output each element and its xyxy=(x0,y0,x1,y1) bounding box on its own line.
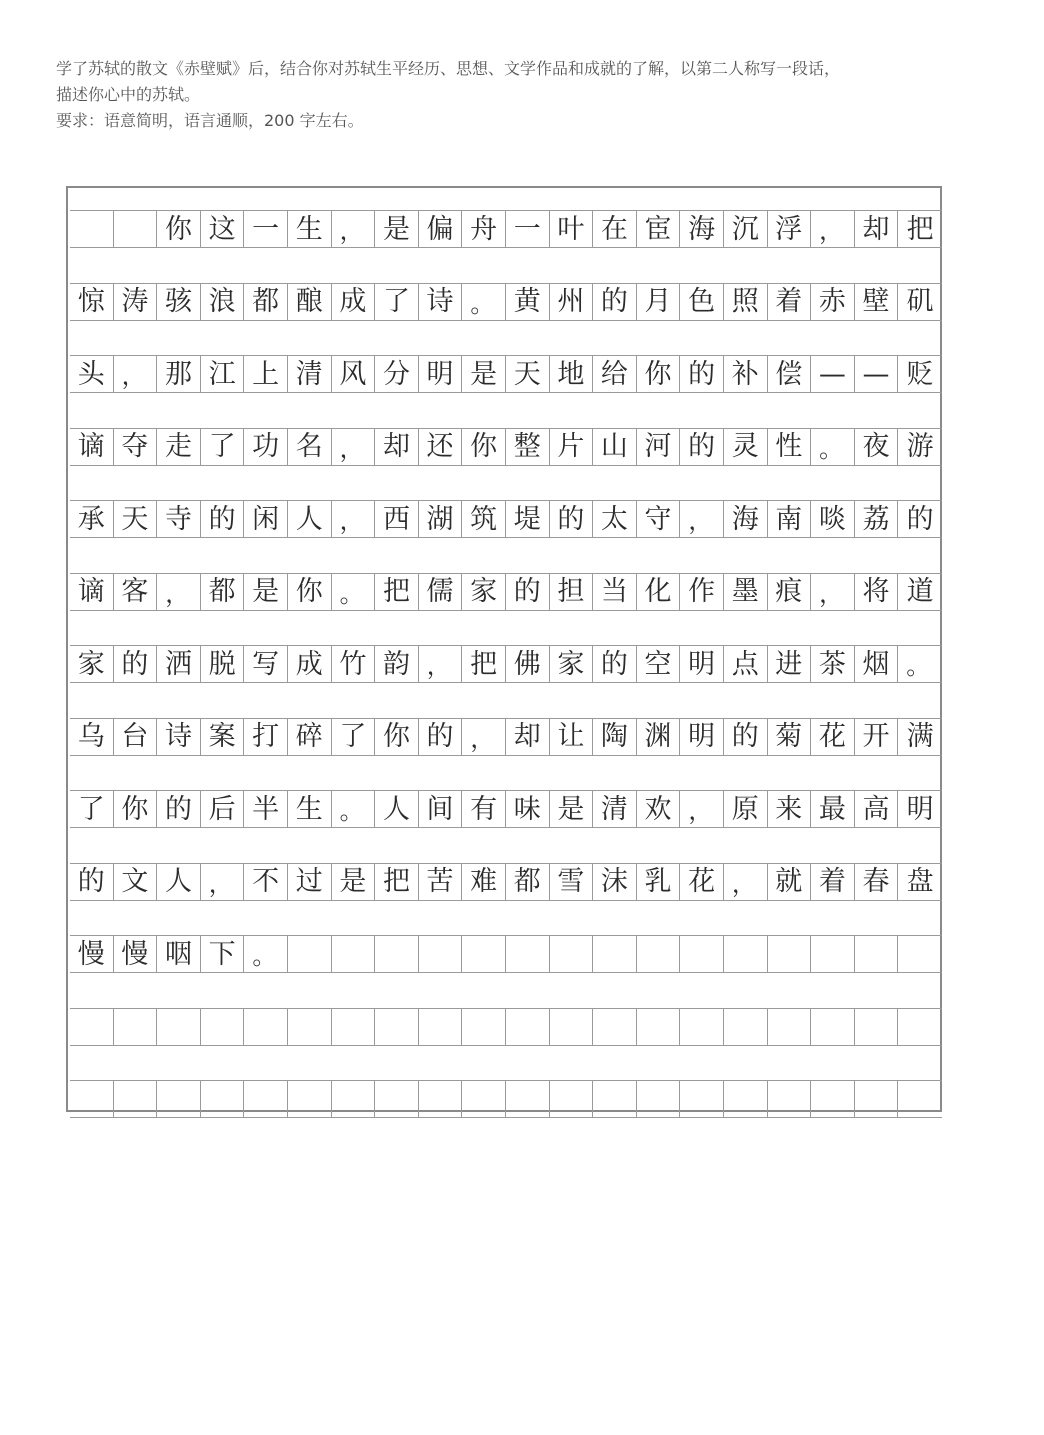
grid-cell: 原 xyxy=(724,791,768,827)
grid-cell xyxy=(419,1009,463,1045)
grid-cell: 夺 xyxy=(114,429,158,465)
grid-cell xyxy=(724,1081,768,1117)
grid-cell: 分 xyxy=(375,356,419,392)
grid-cell xyxy=(201,1009,245,1045)
grid-cell: 空 xyxy=(637,646,681,682)
grid-cell: 担 xyxy=(550,574,594,610)
grid-cell: 来 xyxy=(768,791,812,827)
grid-row xyxy=(70,283,942,321)
grid-cell: 将 xyxy=(855,574,899,610)
grid-cell: 茶 xyxy=(811,646,855,682)
grid-row xyxy=(70,935,942,973)
grid-cell: 。 xyxy=(906,652,931,680)
grid-cell: 山 xyxy=(593,429,637,465)
grid-cell: 却 xyxy=(855,211,899,247)
grid-cell xyxy=(811,936,855,972)
grid-cell: 高 xyxy=(855,791,899,827)
grid-cell: 西 xyxy=(375,501,419,537)
grid-row xyxy=(70,355,942,393)
grid-row xyxy=(70,1080,942,1118)
prompt-line-2: 描述你心中的苏轼。 xyxy=(56,85,201,104)
grid-cell: 过 xyxy=(288,864,332,900)
grid-cell: 痕 xyxy=(768,574,812,610)
grid-cell xyxy=(768,936,812,972)
grid-cell xyxy=(157,1009,201,1045)
grid-cell: 是 xyxy=(332,864,376,900)
grid-cell: 贬 xyxy=(906,358,934,390)
grid-cell: 的 xyxy=(593,284,637,320)
grid-cell: 乳 xyxy=(637,864,681,900)
grid-cell xyxy=(462,1081,506,1117)
grid-cell xyxy=(157,1081,201,1117)
grid-cell xyxy=(855,1009,899,1045)
grid-cell xyxy=(898,1081,942,1117)
grid-cell: 功 xyxy=(244,429,288,465)
grid-cell: 的 xyxy=(550,501,594,537)
grid-cell: 酿 xyxy=(288,284,332,320)
grid-cell: 下 xyxy=(201,936,245,972)
grid-cell: 游 xyxy=(906,431,934,462)
grid-cell: 片 xyxy=(550,429,594,465)
prompt-line-3: 要求：语意简明，语言通顺，200 字左右。 xyxy=(56,111,364,130)
grid-cell: 的 xyxy=(680,356,724,392)
grid-cell: 海 xyxy=(680,211,724,247)
grid-cell xyxy=(593,1009,637,1045)
grid-cell: 明 xyxy=(419,356,463,392)
grid-row xyxy=(70,718,942,756)
grid-cell xyxy=(898,936,942,972)
grid-cell: 花 xyxy=(811,719,855,755)
grid-cell: 海 xyxy=(724,501,768,537)
grid-cell: ， xyxy=(419,646,463,682)
composition-grid-sheet xyxy=(66,186,942,1112)
grid-cell: 写 xyxy=(244,646,288,682)
grid-cell: 诗 xyxy=(157,719,201,755)
grid-cell xyxy=(375,1009,419,1045)
grid-cell: 间 xyxy=(419,791,463,827)
grid-cell: ， xyxy=(724,864,768,900)
grid-cell: 舟 xyxy=(462,211,506,247)
grid-cell: 是 xyxy=(375,211,419,247)
grid-cell: 菊 xyxy=(768,719,812,755)
grid-cell: 那 xyxy=(157,356,201,392)
grid-cell: 清 xyxy=(288,356,332,392)
grid-cell: 赤 xyxy=(811,284,855,320)
grid-cell xyxy=(680,1081,724,1117)
grid-cell xyxy=(506,1009,550,1045)
grid-cell xyxy=(288,936,332,972)
grid-cell: 苦 xyxy=(419,864,463,900)
grid-cell: 化 xyxy=(637,574,681,610)
grid-cell: 的 xyxy=(201,501,245,537)
grid-cell: 的 xyxy=(157,791,201,827)
grid-cell: 。 xyxy=(332,791,376,827)
grid-row xyxy=(70,1008,942,1046)
grid-cell: ， xyxy=(332,501,376,537)
grid-cell: 浮 xyxy=(768,211,812,247)
grid-cell xyxy=(506,1081,550,1117)
grid-cell: 太 xyxy=(593,501,637,537)
grid-cell xyxy=(244,1009,288,1045)
grid-cell: 天 xyxy=(114,501,158,537)
grid-cell: 脱 xyxy=(201,646,245,682)
grid-cell: 你 xyxy=(288,574,332,610)
grid-cell xyxy=(637,1081,681,1117)
grid-cell: 点 xyxy=(724,646,768,682)
grid-cell: 还 xyxy=(419,429,463,465)
grid-cell xyxy=(70,211,114,247)
grid-cell: 雪 xyxy=(550,864,594,900)
grid-cell xyxy=(419,936,463,972)
grid-cell: 乌 xyxy=(70,719,114,755)
grid-cell xyxy=(332,936,376,972)
grid-cell: 。 xyxy=(244,936,288,972)
grid-cell: 佛 xyxy=(506,646,550,682)
grid-cell: 矶 xyxy=(906,286,934,317)
grid-cell: 的 xyxy=(680,429,724,465)
grid-cell xyxy=(768,1081,812,1117)
grid-cell xyxy=(375,936,419,972)
grid-cell xyxy=(114,211,158,247)
grid-cell: 涛 xyxy=(114,284,158,320)
grid-cell xyxy=(419,1081,463,1117)
grid-cell: 地 xyxy=(550,356,594,392)
grid-cell: 家 xyxy=(550,646,594,682)
grid-cell: 照 xyxy=(724,284,768,320)
grid-cell: 开 xyxy=(855,719,899,755)
grid-row xyxy=(70,863,942,901)
grid-cell: 的 xyxy=(70,864,114,900)
grid-cell: 竹 xyxy=(332,646,376,682)
grid-cell: 春 xyxy=(855,864,899,900)
grid-cell: 道 xyxy=(906,576,934,607)
grid-cell xyxy=(70,1009,114,1045)
grid-cell xyxy=(332,1081,376,1117)
grid-cell: 有 xyxy=(462,791,506,827)
grid-cell: 叶 xyxy=(550,211,594,247)
grid-cell xyxy=(375,1081,419,1117)
grid-cell: 偿 xyxy=(768,356,812,392)
grid-cell: 都 xyxy=(244,284,288,320)
grid-cell: 南 xyxy=(768,501,812,537)
grid-cell: 明 xyxy=(680,719,724,755)
grid-cell: 了 xyxy=(201,429,245,465)
grid-cell: 是 xyxy=(550,791,594,827)
grid-cell: 把 xyxy=(375,574,419,610)
grid-cell xyxy=(724,936,768,972)
grid-cell: 一 xyxy=(506,211,550,247)
grid-cell: 谪 xyxy=(70,574,114,610)
grid-cell: 上 xyxy=(244,356,288,392)
assignment-prompt xyxy=(56,56,956,134)
grid-cell: 河 xyxy=(637,429,681,465)
grid-cell: 都 xyxy=(201,574,245,610)
grid-cell: 整 xyxy=(506,429,550,465)
grid-cell: 承 xyxy=(70,501,114,537)
grid-cell: 半 xyxy=(244,791,288,827)
grid-cell: ， xyxy=(201,864,245,900)
grid-cell: ， xyxy=(332,429,376,465)
grid-row xyxy=(70,573,942,611)
grid-cell: ， xyxy=(811,574,855,610)
grid-cell: 打 xyxy=(244,719,288,755)
grid-cell: 诗 xyxy=(419,284,463,320)
grid-cell: 补 xyxy=(724,356,768,392)
grid-cell: 夜 xyxy=(855,429,899,465)
grid-cell: 家 xyxy=(70,646,114,682)
grid-cell xyxy=(288,1081,332,1117)
grid-cell: 壁 xyxy=(855,284,899,320)
grid-cell: 性 xyxy=(768,429,812,465)
grid-cell: 人 xyxy=(157,864,201,900)
grid-cell: 走 xyxy=(157,429,201,465)
grid-cell: 盘 xyxy=(906,866,934,897)
grid-cell: 湖 xyxy=(419,501,463,537)
grid-cell: 就 xyxy=(768,864,812,900)
grid-cell: 江 xyxy=(201,356,245,392)
grid-cell: ， xyxy=(680,501,724,537)
grid-cell: — xyxy=(811,356,855,392)
grid-cell xyxy=(244,1081,288,1117)
grid-cell: ， xyxy=(114,356,158,392)
grid-cell: 是 xyxy=(244,574,288,610)
grid-cell: 花 xyxy=(680,864,724,900)
grid-cell: 让 xyxy=(550,719,594,755)
grid-cell: 陶 xyxy=(593,719,637,755)
grid-cell: ， xyxy=(680,791,724,827)
grid-cell: 闲 xyxy=(244,501,288,537)
grid-cell: 。 xyxy=(811,429,855,465)
grid-cell: 。 xyxy=(462,284,506,320)
grid-cell xyxy=(637,1009,681,1045)
grid-cell xyxy=(768,1009,812,1045)
grid-cell xyxy=(201,1081,245,1117)
grid-cell: 了 xyxy=(70,791,114,827)
grid-cell xyxy=(114,1081,158,1117)
grid-cell: 明 xyxy=(906,793,934,825)
grid-cell: 啖 xyxy=(811,501,855,537)
grid-cell: 的 xyxy=(419,719,463,755)
prompt-line-1: 学了苏轼的散文《赤壁赋》后，结合你对苏轼生平经历、思想、文学作品和成就的了解，以第二人称写一段话， xyxy=(56,59,841,78)
grid-cell: 州 xyxy=(550,284,594,320)
grid-cell: 慢 xyxy=(114,936,158,972)
grid-cell: 骇 xyxy=(157,284,201,320)
grid-cell: 咽 xyxy=(157,936,201,972)
grid-cell xyxy=(550,936,594,972)
grid-cell: 味 xyxy=(506,791,550,827)
grid-cell: 生 xyxy=(288,791,332,827)
grid-cell: — xyxy=(855,356,899,392)
grid-cell: 是 xyxy=(462,356,506,392)
grid-cell: 难 xyxy=(462,864,506,900)
grid-cell xyxy=(332,1009,376,1045)
grid-cell xyxy=(855,1081,899,1117)
grid-cell: 着 xyxy=(768,284,812,320)
grid-cell: 进 xyxy=(768,646,812,682)
grid-cell xyxy=(462,1009,506,1045)
grid-cell: 案 xyxy=(201,719,245,755)
grid-cell: 家 xyxy=(462,574,506,610)
grid-cell: 寺 xyxy=(157,501,201,537)
grid-cell: 墨 xyxy=(724,574,768,610)
grid-cell xyxy=(811,1081,855,1117)
grid-cell: 守 xyxy=(637,501,681,537)
grid-cell xyxy=(898,1009,942,1045)
grid-cell xyxy=(855,936,899,972)
grid-cell: 人 xyxy=(375,791,419,827)
grid-cell: 清 xyxy=(593,791,637,827)
grid-cell: 后 xyxy=(201,791,245,827)
grid-cell: 筑 xyxy=(462,501,506,537)
grid-cell: 色 xyxy=(680,284,724,320)
grid-cell: 却 xyxy=(375,429,419,465)
grid-cell: 生 xyxy=(288,211,332,247)
grid-cell: 风 xyxy=(332,356,376,392)
grid-cell: 黄 xyxy=(506,284,550,320)
grid-cell xyxy=(811,1009,855,1045)
grid-cell xyxy=(680,1009,724,1045)
grid-cell: 荔 xyxy=(855,501,899,537)
grid-cell: 头 xyxy=(70,356,114,392)
grid-cell: 给 xyxy=(593,356,637,392)
grid-cell: 。 xyxy=(332,574,376,610)
grid-cell xyxy=(70,1081,114,1117)
grid-cell: 的 xyxy=(906,503,934,535)
grid-cell: 你 xyxy=(462,429,506,465)
grid-cell: 天 xyxy=(506,356,550,392)
grid-cell: 谪 xyxy=(70,429,114,465)
grid-cell: 最 xyxy=(811,791,855,827)
grid-cell: 这 xyxy=(201,211,245,247)
grid-cell: 把 xyxy=(375,864,419,900)
grid-cell: 台 xyxy=(114,719,158,755)
grid-cell: 韵 xyxy=(375,646,419,682)
grid-cell xyxy=(680,936,724,972)
grid-cell: 却 xyxy=(506,719,550,755)
grid-cell: 了 xyxy=(375,284,419,320)
grid-cell: 宦 xyxy=(637,211,681,247)
grid-cell: 碎 xyxy=(288,719,332,755)
grid-cell: 沫 xyxy=(593,864,637,900)
grid-cell: 洒 xyxy=(157,646,201,682)
grid-cell: ， xyxy=(462,719,506,755)
grid-cell: 的 xyxy=(593,646,637,682)
grid-cell xyxy=(288,1009,332,1045)
grid-cell: 把 xyxy=(462,646,506,682)
grid-cell xyxy=(506,936,550,972)
grid-cell: 月 xyxy=(637,284,681,320)
grid-row xyxy=(70,428,942,466)
grid-cell xyxy=(550,1009,594,1045)
grid-cell: 慢 xyxy=(70,936,114,972)
grid-cell: 惊 xyxy=(70,284,114,320)
grid-row xyxy=(70,210,942,248)
grid-cell: 偏 xyxy=(419,211,463,247)
grid-cell: 成 xyxy=(288,646,332,682)
grid-cell: 成 xyxy=(332,284,376,320)
grid-cell: 浪 xyxy=(201,284,245,320)
grid-cell: ， xyxy=(157,574,201,610)
grid-cell: 名 xyxy=(288,429,332,465)
grid-cell: 沉 xyxy=(724,211,768,247)
grid-row xyxy=(70,500,942,538)
grid-cell: 着 xyxy=(811,864,855,900)
grid-cell xyxy=(637,936,681,972)
grid-cell xyxy=(114,1009,158,1045)
grid-cell: 的 xyxy=(114,646,158,682)
grid-row xyxy=(70,790,942,828)
grid-cell: 明 xyxy=(680,646,724,682)
grid-cell: 烟 xyxy=(855,646,899,682)
grid-row xyxy=(70,645,942,683)
grid-cell: 堤 xyxy=(506,501,550,537)
grid-cell: 都 xyxy=(506,864,550,900)
grid-cell: ， xyxy=(332,211,376,247)
grid-cell: 作 xyxy=(680,574,724,610)
grid-cell: 你 xyxy=(157,211,201,247)
grid-cell: 渊 xyxy=(637,719,681,755)
grid-cell: 的 xyxy=(724,719,768,755)
grid-cell: 了 xyxy=(332,719,376,755)
grid-cell: 儒 xyxy=(419,574,463,610)
grid-cell xyxy=(593,1081,637,1117)
grid-cell xyxy=(550,1081,594,1117)
grid-cell: 人 xyxy=(288,501,332,537)
grid-cell: 不 xyxy=(244,864,288,900)
grid-cell: 你 xyxy=(637,356,681,392)
grid-cell: 一 xyxy=(244,211,288,247)
grid-cell xyxy=(462,936,506,972)
grid-cell: 文 xyxy=(114,864,158,900)
grid-cell: 的 xyxy=(506,574,550,610)
grid-cell: 满 xyxy=(906,721,934,752)
grid-cell: 在 xyxy=(593,211,637,247)
grid-cell: 客 xyxy=(114,574,158,610)
grid-cell xyxy=(593,936,637,972)
grid-cell: 欢 xyxy=(637,791,681,827)
grid-cell xyxy=(724,1009,768,1045)
grid-cell: 你 xyxy=(114,791,158,827)
grid-cell: 当 xyxy=(593,574,637,610)
grid-cell: 把 xyxy=(906,213,934,245)
grid-cell: ， xyxy=(811,211,855,247)
grid-cell: 灵 xyxy=(724,429,768,465)
grid-cell: 你 xyxy=(375,719,419,755)
